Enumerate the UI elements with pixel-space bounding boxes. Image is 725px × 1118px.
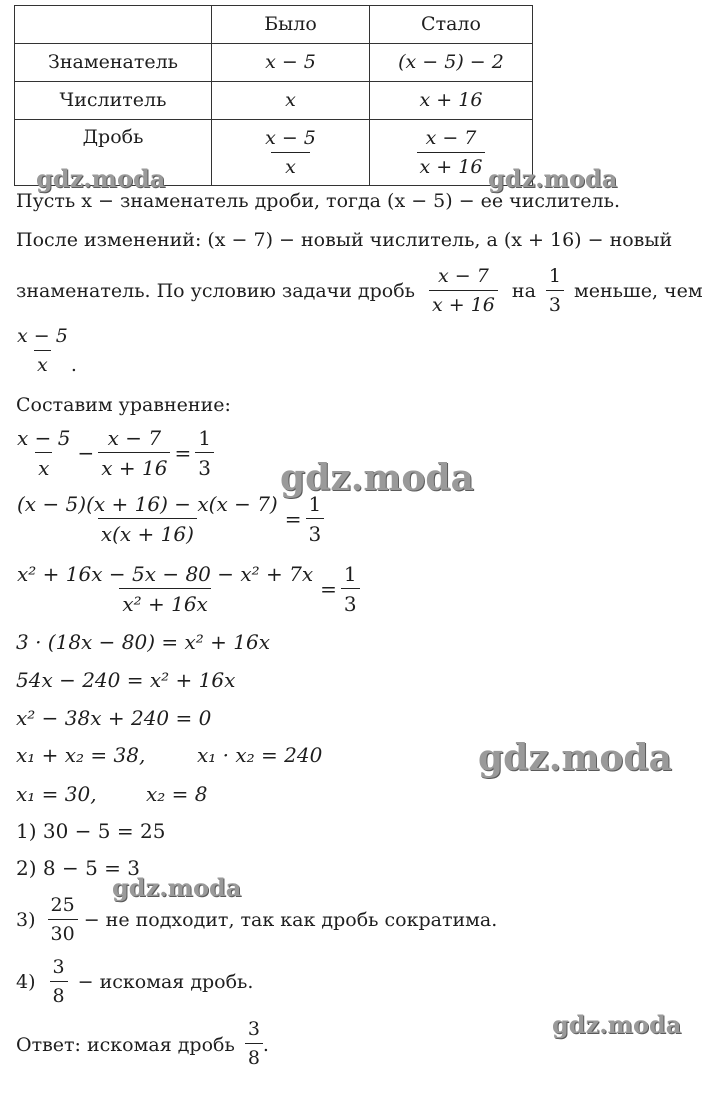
comparison-table xyxy=(14,5,533,186)
equation-line: x² − 38x + 240 = 0 xyxy=(16,706,212,730)
fraction: $\frac{x - 5}{x}$ xyxy=(17,426,71,480)
fraction: $\frac{25}{30}$ xyxy=(48,896,78,944)
table-row-label: Знаменатель xyxy=(15,44,212,82)
equation: $\frac{\text{x² + 16x − 5x − 80 − x² + 7x}}{\text{x² + 16x}}$ = $\frac{1}{3}$ xyxy=(14,564,360,614)
text-line: Пусть x − знаменатель дроби, тогда (x − 5) − ее числитель. xyxy=(16,190,620,212)
step-line: 1) 30 − 5 = 25 xyxy=(16,819,166,843)
watermark-logo: gdz.moda xyxy=(552,1010,682,1039)
equation: $\frac{(x - 5)(x + 16) - x(x - 7)}{x(x + 16)}$ = $\frac{1}{3}$ xyxy=(14,494,324,544)
table-cell: x − 5 xyxy=(212,44,370,82)
table-row-label: Дробь xyxy=(15,120,212,186)
fraction: $\frac{x - 5}{x}$ xyxy=(265,126,316,178)
table-cell: (x − 5) − 2 xyxy=(370,44,533,82)
fraction: $\frac{1}{3}$ xyxy=(546,267,564,315)
equation-line: 3 · (18x − 80) = x² + 16x xyxy=(16,630,271,654)
table-header-after: Стало xyxy=(370,6,533,44)
step-line: 2) 8 − 5 = 3 xyxy=(16,856,141,880)
text-line: Составим уравнение: xyxy=(16,394,231,416)
fraction: $\frac{\text{x² + 16x − 5x − 80 − x² + 7x}}{\text{x² + 16x}}$ xyxy=(17,562,314,616)
fraction: $\frac{3}{8}$ xyxy=(50,958,68,1006)
fraction: $\frac{x - 7}{x + 16}$ xyxy=(417,129,486,177)
table-cell xyxy=(212,120,370,186)
text-line: знаменатель. По условию задачи дробь $\frac{x - 7}{x + 16}$ на $\frac{1}{3}$ меньше, чем xyxy=(16,265,703,316)
fraction: $\frac{3}{8}$ xyxy=(245,1020,263,1068)
fraction: $\frac{1}{3}$ xyxy=(306,494,325,544)
equation: $\frac{x - 5}{x}$ − $\frac{x - 7}{x + 16}$ = $\frac{1}{3}$ xyxy=(14,428,214,478)
table-row-label: Числитель xyxy=(15,82,212,120)
text-line: После изменений: (x − 7) − новый числитель, а (x + 16) − новый xyxy=(16,229,673,251)
fraction: $\frac{x - 7}{x + 16}$ xyxy=(98,428,170,478)
text-line: $\frac{x - 5}{x}$ . xyxy=(14,327,77,375)
table-cell: x xyxy=(212,82,370,120)
fraction: $\frac{1}{3}$ xyxy=(195,428,214,478)
answer-line: Ответ: искомая дробь $\frac{3}{8}$ . xyxy=(16,1018,269,1069)
watermark-logo: gdz.moda xyxy=(112,873,242,902)
vieta-product: x₁ · x₂ = 240 xyxy=(197,743,323,767)
fraction: $\frac{1}{3}$ xyxy=(341,564,360,614)
root-1: x₁ = 30, xyxy=(16,782,97,806)
fraction: $\frac{x - 7}{x + 16}$ xyxy=(429,267,498,315)
watermark-logo: gdz.moda xyxy=(36,164,166,193)
table-header-before: Было xyxy=(212,6,370,44)
watermark-logo: gdz.moda xyxy=(488,164,618,193)
table-cell: x + 16 xyxy=(370,82,533,120)
vieta-sum: x₁ + x₂ = 38, xyxy=(16,743,146,767)
equation-line: 54x − 240 = x² + 16x xyxy=(16,668,236,692)
step-line: 3) $\frac{25}{30}$ − не подходит, так как дробь сократима. xyxy=(16,894,498,945)
fraction: $\frac{x - 5}{x}$ xyxy=(17,325,68,376)
step-line: 4) $\frac{3}{8}$ − искомая дробь. xyxy=(16,956,254,1007)
table-corner-cell xyxy=(15,6,212,44)
watermark-logo: gdz.moda xyxy=(280,457,474,499)
fraction: $\frac{(x - 5)(x + 16) - x(x - 7)}{x(x + 16)}$ xyxy=(17,492,278,546)
root-2: x₂ = 8 xyxy=(146,782,208,806)
watermark-logo: gdz.moda xyxy=(478,737,672,779)
